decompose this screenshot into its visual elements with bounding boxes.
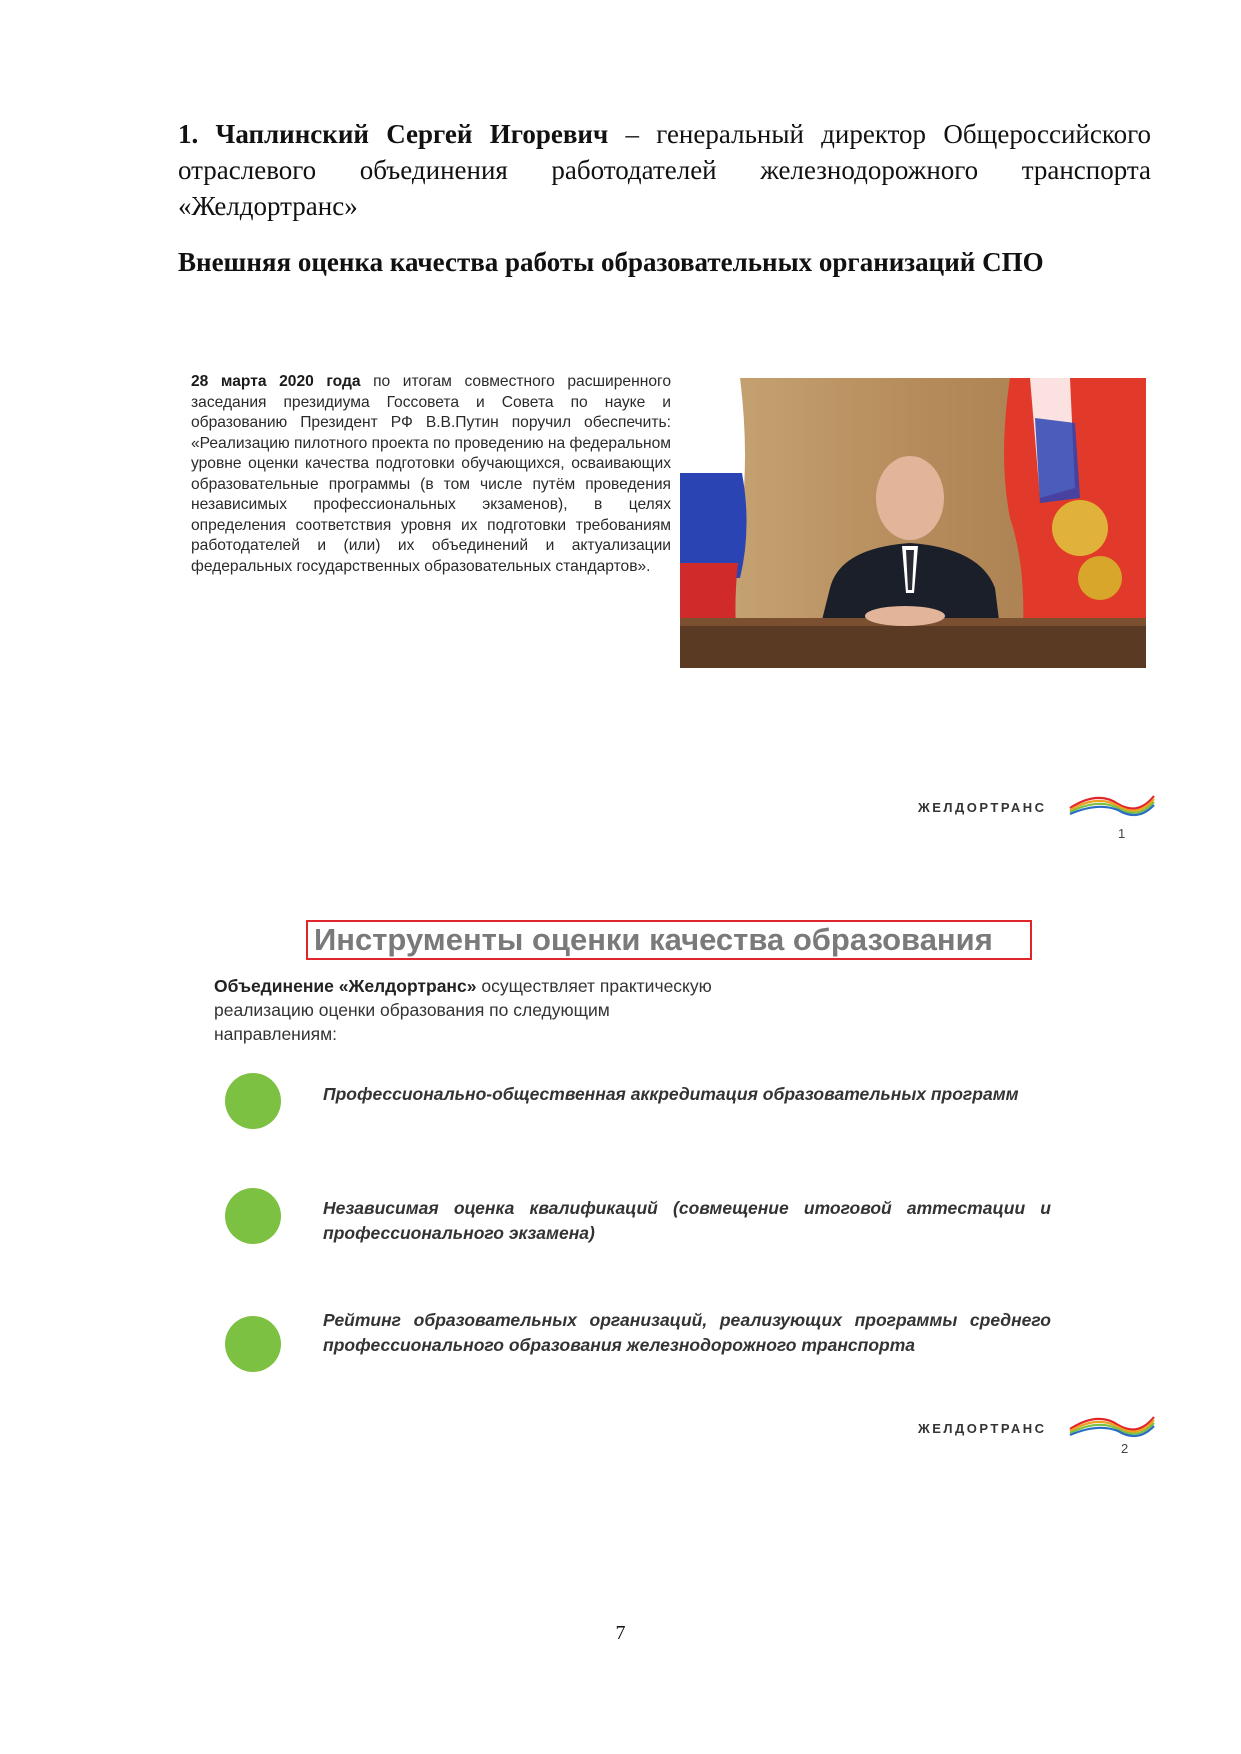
bullet-circle-2 [225, 1188, 281, 1244]
slide1-body: по итогам совместного расширенного заседания президиума Госсовета и Совета по науке и образованию Президент РФ В.В.Путин поручил обеспечить: «Реализацию пилотного проекта по проведению на федеральном уровне оценки качества подготовки обучающихся, осваивающих образовательные программы (в том числе путём проведения независимых профессиональных экзаменов), в целях определения соответствия уровня их подготовки требованиям работодателей и (или) их объединений и актуализации федеральных государственных образовательных стандартов». [191, 373, 672, 575]
section-title: Внешняя оценка качества работы образовательных организаций СПО [178, 247, 1044, 277]
speaker-paragraph [178, 116, 1151, 224]
logo-waves-icon [1068, 790, 1156, 820]
speaker-description: генеральный директор Общероссийского отраслевого объединения работодателей железнодорожного транспорта «Желдортранс» [178, 119, 1151, 221]
zheldortrans-logo-1 [918, 790, 1158, 830]
logo-waves-icon [1068, 1411, 1156, 1441]
bullet-circle-3 [225, 1316, 281, 1372]
dash: – [608, 119, 657, 149]
speaker-name: 1. Чаплинский Сергей Игоревич [178, 119, 609, 149]
list-item-1: Профессионально-общественная аккредитация образовательных программ [323, 1084, 1019, 1104]
bullet-circle-1 [225, 1073, 281, 1129]
slide1-text [191, 372, 671, 577]
slide1-date: 28 марта 2020 года [191, 373, 361, 390]
page-number: 7 [615, 1622, 626, 1644]
slide2-title: Инструменты оценки качества образования [306, 920, 1032, 960]
slide2-intro-bold: Объединение «Желдортранс» [214, 976, 477, 996]
list-item-2: Независимая оценка квалификаций (совмещение итоговой аттестации и профессионального экзамена) [323, 1198, 1051, 1243]
president-photo [680, 378, 1146, 668]
slide-number: 2 [1121, 1441, 1129, 1456]
slide2-intro-text: осуществляет практическую реализацию оценки образования по следующим направлениям: [214, 976, 712, 1044]
slide-number: 1 [1118, 826, 1126, 841]
slide2-intro [214, 974, 714, 1046]
logo-text: ЖЕЛДОРТРАНС [918, 1421, 1047, 1436]
logo-text: ЖЕЛДОРТРАНС [918, 800, 1047, 815]
list-item-3: Рейтинг образовательных организаций, реализующих программы среднего профессионального образования железнодорожного транспорта [323, 1310, 1051, 1355]
